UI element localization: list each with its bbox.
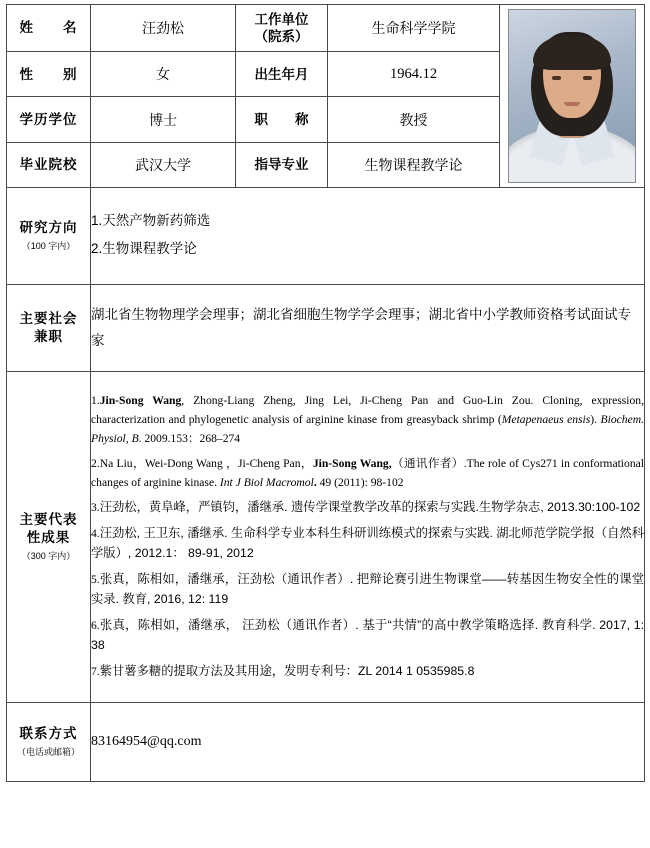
- name-label: 姓 名: [7, 5, 91, 52]
- gender-label: 性 别: [7, 52, 91, 97]
- publication-item: 3.汪劲松，黄阜峰，严镇钧，潘继承. 遗传学课堂教学改革的探索与实践.生物学杂志, 2013.30:100-102: [91, 500, 641, 515]
- contact-value: 83164954@qq.com: [91, 703, 645, 782]
- work-unit-value: 生命科学学院: [328, 5, 500, 52]
- contact-label-sub: （电话或邮箱）: [16, 747, 80, 758]
- achievements-label: [7, 372, 91, 703]
- achievements-label-line2: 性成果: [26, 529, 71, 545]
- gender-value: 女: [91, 52, 236, 97]
- title-value: 教授: [328, 97, 500, 142]
- social-label: [7, 285, 91, 372]
- contact-label-text: 联系方式: [19, 725, 78, 741]
- research-label-text: 研究方向: [19, 219, 78, 235]
- cv-table: [6, 4, 645, 782]
- social-value: 湖北省生物物理学会理事；湖北省细胞生物学学会理事；湖北省中小学教师资格考试面试专家: [91, 285, 645, 372]
- social-label-line2: 兼职: [34, 329, 63, 344]
- publication-item: 4.汪劲松, 王卫东, 潘继承. 生命科学专业本科生科研训练模式的探索与实践. 湖北师范学院学报（自然科学版）, 2012.1： 89-91, 2012: [91, 526, 644, 561]
- research-item: 2.生物课程教学论: [91, 241, 197, 256]
- title-label: 职 称: [236, 97, 328, 142]
- major-label: 指导专业: [236, 142, 328, 187]
- research-label: [7, 188, 91, 285]
- degree-label: 学历学位: [7, 97, 91, 142]
- research-label-sub: （100 字内）: [21, 241, 76, 252]
- achievements-label-sub: （300 字内）: [21, 551, 76, 562]
- birth-value: 1964.12: [328, 52, 500, 97]
- photo-eye-right: [583, 76, 592, 80]
- name-value: 汪劲松: [91, 5, 236, 52]
- contact-label: [7, 703, 91, 782]
- birth-label: 出生年月: [236, 52, 328, 97]
- photo-hair-front: [533, 36, 611, 70]
- work-unit-label-line2: （院系）: [254, 29, 309, 45]
- major-value: 生物课程教学论: [328, 142, 500, 187]
- table-row-contact: [7, 703, 645, 782]
- photo-eye-left: [552, 76, 561, 80]
- table-row-social: [7, 285, 645, 372]
- school-label: 毕业院校: [7, 142, 91, 187]
- publication-item: 6.张真，陈相如，潘继承， 汪劲松（通讯作者）. 基于“共情”的高中教学策略选择. 教育科学. 2017, 1: 38: [91, 617, 644, 652]
- photo-mouth: [564, 102, 580, 106]
- achievements-label-line1: 主要代表: [19, 512, 78, 528]
- publication-item: 7.紫甘薯多糖的提取方法及其用途，发明专利号：ZL 2014 1 0535985.8: [91, 663, 475, 678]
- work-unit-label-line1: 工作单位: [254, 11, 309, 27]
- publication-item: 2.Na Liu，Wei-Dong Wang ，Ji-Cheng Pan，Jin-Song Wang,（通讯作者）.The role of Cys271 in conformational changes of arginine kinase. Int J Biol Macromol. 49 (2011): 98-102: [91, 456, 644, 489]
- research-item: 1.天然产物新药筛选: [91, 212, 211, 228]
- table-row-research: [7, 188, 645, 285]
- portrait-photo: [508, 9, 636, 183]
- table-row-name: [7, 5, 645, 52]
- work-unit-label: [236, 5, 328, 52]
- achievements-list: [91, 372, 645, 703]
- degree-value: 博士: [91, 97, 236, 142]
- research-value: [91, 188, 645, 285]
- publication-item: 1.Jin-Song Wang, Zhong-Liang Zheng, Jing Lei, Ji-Cheng Pan and Guo-Lin Zou. Cloning, expression, characterization and phylogenetic analysis of arginine kinase from greasyback shrimp (Metapenaeus ensis). Biochem. Physiol, B. 2009.153：268–274: [91, 394, 644, 445]
- photo-cell: [500, 5, 645, 188]
- publication-item: 5.张真，陈相如，潘继承，汪劲松（通讯作者）. 把辩论赛引进生物课堂——转基因生物安全性的课堂实录. 教育, 2016, 12: 119: [91, 572, 644, 606]
- social-label-line1: 主要社会: [19, 311, 78, 327]
- school-value: 武汉大学: [91, 142, 236, 187]
- table-row-achievements: [7, 372, 645, 703]
